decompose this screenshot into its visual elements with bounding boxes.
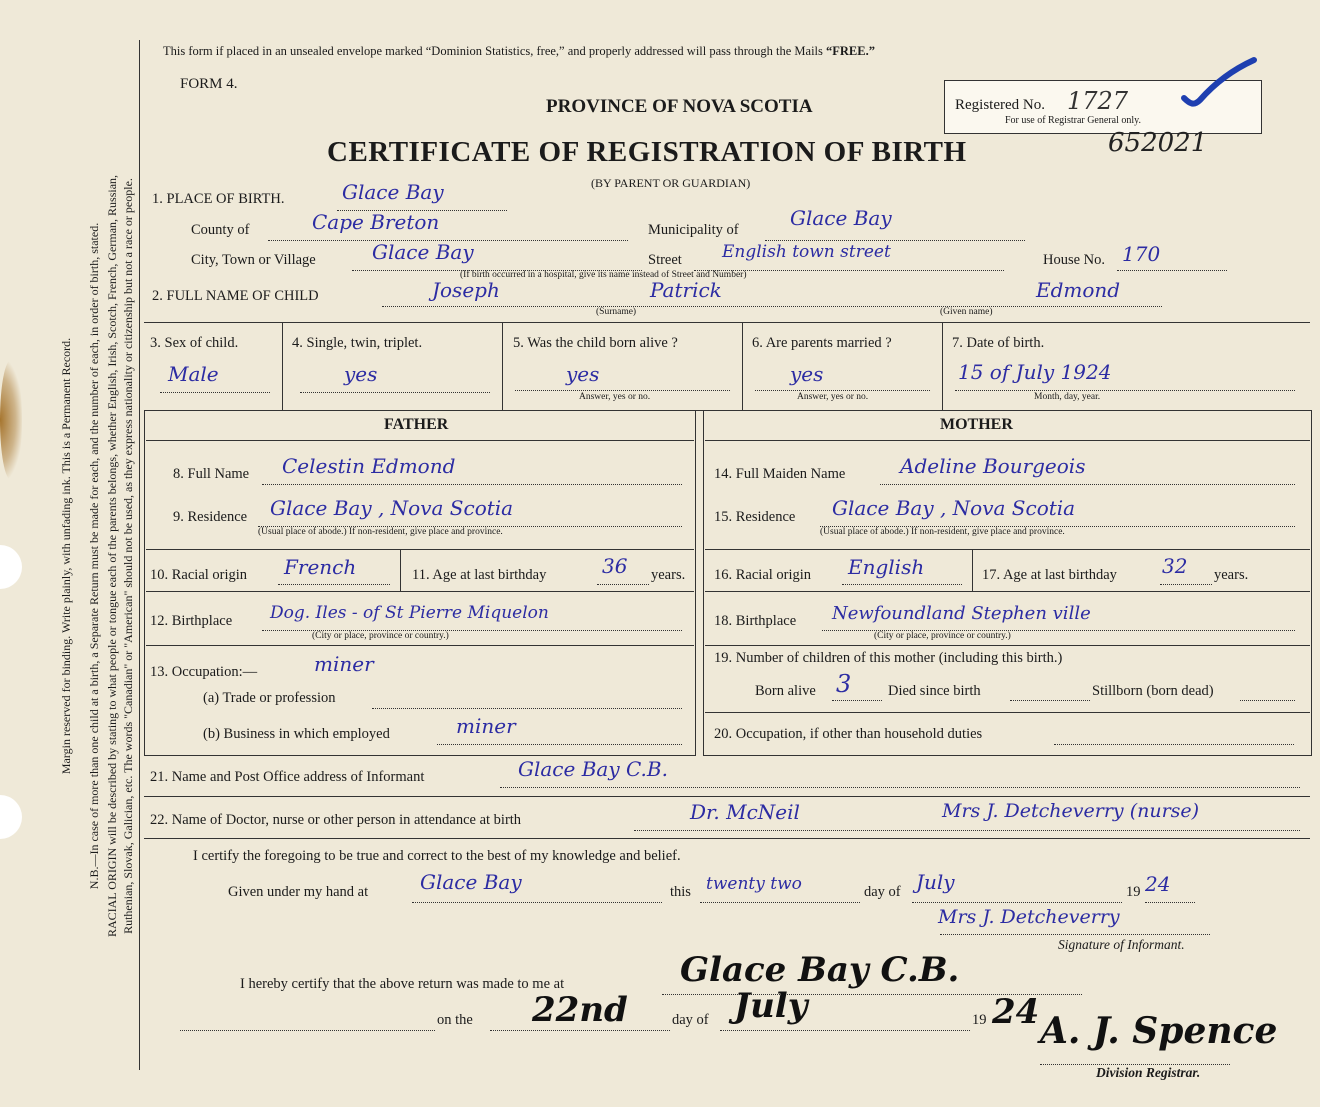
house-number-label: House No.	[1043, 252, 1106, 268]
born-alive-count-value: 3	[836, 670, 852, 698]
mother-racial-origin-label: 16. Racial origin	[714, 567, 812, 583]
dotted-line	[832, 700, 882, 701]
mother-age-label: 17. Age at last birthday	[982, 567, 1117, 583]
sex-label: 3. Sex of child.	[150, 335, 239, 351]
this-day-value: twenty two	[706, 874, 802, 894]
mother-occupation-label: 20. Occupation, if other than household duties	[714, 726, 983, 742]
died-since-birth-label: Died since birth	[888, 683, 981, 699]
dotted-line	[180, 1030, 435, 1031]
city-value: Glace Bay	[372, 240, 474, 264]
month-value: July	[916, 870, 955, 894]
municipality-value: Glace Bay	[790, 206, 892, 230]
place-of-birth-value: Glace Bay	[342, 180, 444, 204]
informant-signature-label: Signature of Informant.	[1058, 937, 1185, 952]
dotted-line	[755, 390, 930, 391]
surname-note: (Surname)	[596, 307, 637, 317]
city-label: City, Town or Village	[191, 252, 316, 268]
form-number: FORM 4.	[180, 76, 238, 92]
date-of-birth-value: 15 of July 1924	[958, 360, 1112, 384]
father-age-label: 11. Age at last birthday	[412, 567, 547, 583]
dotted-line	[955, 390, 1295, 391]
father-heading: FATHER	[384, 416, 449, 433]
given-name-note: (Given name)	[940, 307, 993, 317]
certificate-title: CERTIFICATE OF REGISTRATION OF BIRTH	[327, 136, 967, 168]
dotted-line	[372, 708, 682, 709]
multiple-birth-note: N.B.—In case of more than one child at a birth, a Separate Return must be made for each, and the number of each, in order of birth, stated.	[87, 222, 101, 890]
registrar-note: For use of Registrar General only.	[1005, 115, 1141, 126]
mother-birthplace-note: (City or place, province or country.)	[874, 631, 1011, 641]
dotted-line	[300, 392, 490, 393]
father-age-value: 36	[602, 554, 628, 578]
certify-statement: I certify the foregoing to be true and correct to the best of my knowledge and belief.	[193, 848, 681, 864]
year-value: 24	[1145, 872, 1171, 896]
child-name-label: 2. FULL NAME OF CHILD	[152, 288, 319, 304]
business-label: (b) Business in which employed	[203, 726, 390, 742]
child-surname: Edmond	[1036, 278, 1121, 302]
column-divider	[742, 322, 743, 410]
dotted-line	[1240, 700, 1295, 701]
dotted-line	[765, 240, 1025, 241]
registrar-date-value: 22nd	[532, 990, 628, 1030]
father-residence-value: Glace Bay , Nova Scotia	[270, 496, 514, 520]
rule	[146, 591, 694, 592]
registrar-year-value: 24	[992, 992, 1040, 1032]
dotted-line	[160, 392, 270, 393]
informant-signature: Mrs J. Detcheverry	[938, 906, 1120, 928]
rule	[144, 322, 1310, 323]
dotted-line	[412, 902, 662, 903]
parents-married-note: Answer, yes or no.	[797, 392, 869, 402]
binding-hole	[0, 795, 22, 839]
municipality-label: Municipality of	[648, 222, 739, 238]
racial-origin-note: RACIAL ORIGIN will be described by stating to what people or tongue each of the parents belongs, whether English, Irish, Scotch, French, German, Russian,	[105, 174, 119, 938]
house-number-value: 170	[1122, 242, 1161, 266]
margin-line	[139, 40, 140, 1070]
registered-label: Registered No.	[955, 97, 1045, 113]
father-racial-origin-value: French	[284, 555, 357, 579]
registrar-month-value: July	[734, 986, 808, 1026]
parents-married-label: 6. Are parents married ?	[752, 335, 892, 351]
given-place-value: Glace Bay	[420, 870, 522, 894]
dotted-line	[597, 584, 649, 585]
rule	[144, 796, 1310, 797]
dotted-line	[1010, 700, 1090, 701]
margin-note: Margin reserved for binding. Write plainly, with unfading ink. This is a Permanent Record.	[59, 337, 74, 775]
province-title: PROVINCE OF NOVA SCOTIA	[546, 96, 813, 117]
father-business-value: miner	[456, 714, 516, 738]
dotted-line	[437, 744, 682, 745]
father-birthplace-note: (City or place, province or country.)	[312, 631, 449, 641]
father-racial-origin-label: 10. Racial origin	[150, 567, 248, 583]
rule	[705, 712, 1310, 713]
informant-label: 21. Name and Post Office address of Informant	[150, 769, 425, 785]
rule	[705, 440, 1310, 441]
racial-origin-note-2: Ruthenian, Slovak, Galician, etc. The words "Canadian" or "American" should not be used, as they express nationality or citizenship but not a race or people.	[121, 178, 135, 934]
father-birthplace-value: Dog. Iles - of St Pierre Miquelon	[270, 603, 549, 623]
date-of-birth-note: Month, day, year.	[1034, 392, 1101, 402]
father-birthplace-label: 12. Birthplace	[150, 613, 233, 629]
doctor-value: Dr. McNeil	[690, 800, 800, 824]
dotted-line	[1117, 270, 1227, 271]
dotted-line	[842, 584, 962, 585]
registrar-day-of-label: day of	[672, 1012, 709, 1028]
postal-notice: This form if placed in an unsealed envelope marked “Dominion Statistics, free,” and properly addressed will pass through the Mails “FREE.”	[163, 44, 875, 58]
year-prefix: 19	[1126, 884, 1141, 900]
born-alive-label: 5. Was the child born alive ?	[513, 335, 678, 351]
street-value: English town street	[722, 242, 891, 262]
dotted-line	[500, 787, 1300, 788]
registrar-signature: A. J. Spence	[1040, 1010, 1278, 1052]
father-occupation-label: 13. Occupation:—	[150, 664, 258, 680]
rule	[705, 645, 1310, 646]
rule	[146, 549, 694, 550]
informant-value: Glace Bay C.B.	[518, 757, 668, 781]
born-alive-count-label: Born alive	[755, 683, 816, 699]
mother-racial-origin-value: English	[848, 555, 925, 579]
registrar-on-label: on the	[437, 1012, 473, 1028]
children-count-label: 19. Number of children of this mother (including this birth.)	[714, 650, 1063, 666]
sex-value: Male	[168, 362, 219, 386]
trade-label: (a) Trade or profession	[203, 690, 336, 706]
mother-residence-label: 15. Residence	[714, 509, 796, 525]
rule	[705, 549, 1310, 550]
column-divider	[942, 322, 943, 410]
rule	[146, 645, 694, 646]
registrar-signature-label: Division Registrar.	[1096, 1065, 1201, 1080]
registered-value: 1727	[1067, 87, 1129, 115]
paper-stain	[0, 360, 22, 480]
place-of-birth-label: 1. PLACE OF BIRTH.	[152, 191, 285, 207]
this-label: this	[670, 884, 691, 900]
dotted-line	[720, 1030, 970, 1031]
plurality-value: yes	[344, 362, 378, 386]
nurse-value: Mrs J. Detcheverry (nurse)	[942, 800, 1200, 822]
mother-age-unit: years.	[1214, 567, 1249, 583]
mother-age-value: 32	[1162, 554, 1188, 578]
dotted-line	[1160, 584, 1212, 585]
dotted-line	[1145, 902, 1195, 903]
column-divider	[502, 322, 503, 410]
mother-residence-value: Glace Bay , Nova Scotia	[832, 496, 1076, 520]
father-occupation-value: miner	[314, 652, 374, 676]
dotted-line	[880, 484, 1295, 485]
hospital-note: (If birth occurred in a hospital, give its name instead of Street and Number)	[460, 270, 747, 280]
child-first-name: Joseph	[432, 278, 500, 302]
dotted-line	[634, 830, 1300, 831]
plurality-label: 4. Single, twin, triplet.	[292, 335, 423, 351]
born-alive-value: yes	[566, 362, 600, 386]
dotted-line	[262, 484, 682, 485]
mother-birthplace-value: Newfoundland Stephen ville	[832, 603, 1091, 624]
attendant-label: 22. Name of Doctor, nurse or other person in attendance at birth	[150, 812, 522, 828]
day-of-label: day of	[864, 884, 901, 900]
parents-married-value: yes	[790, 362, 824, 386]
dotted-line	[515, 390, 730, 391]
registrar-year-prefix: 19	[972, 1012, 987, 1028]
mother-heading: MOTHER	[940, 416, 1013, 433]
father-age-unit: years.	[651, 567, 686, 583]
registrar-statement: I hereby certify that the above return was made to me at	[240, 976, 565, 992]
registrar-place-value: Glace Bay C.B.	[680, 950, 960, 990]
dotted-line	[700, 902, 860, 903]
father-name-label: 8. Full Name	[173, 466, 250, 482]
born-alive-note: Answer, yes or no.	[579, 392, 651, 402]
mother-name-label: 14. Full Maiden Name	[714, 466, 846, 482]
date-of-birth-label: 7. Date of birth.	[952, 335, 1045, 351]
certificate-subtitle: (BY PARENT OR GUARDIAN)	[591, 176, 751, 190]
mother-residence-note: (Usual place of abode.) If non-resident, give place and province.	[820, 527, 1065, 537]
column-divider	[282, 322, 283, 410]
rule	[705, 591, 1310, 592]
dotted-line	[278, 584, 390, 585]
given-under-hand-label: Given under my hand at	[228, 884, 369, 900]
mother-name-value: Adeline Bourgeois	[900, 454, 1086, 478]
dotted-line	[1054, 744, 1294, 745]
rule	[144, 838, 1310, 839]
county-value: Cape Breton	[312, 210, 440, 234]
stillborn-label: Stillborn (born dead)	[1092, 683, 1214, 699]
child-middle-name: Patrick	[650, 278, 722, 302]
file-number: 652021	[1108, 128, 1208, 158]
dotted-line	[382, 306, 1162, 307]
binding-hole	[0, 545, 22, 589]
dotted-line	[912, 902, 1122, 903]
dotted-line	[940, 934, 1210, 935]
mother-birthplace-label: 18. Birthplace	[714, 613, 797, 629]
rule	[146, 440, 694, 441]
father-residence-note: (Usual place of abode.) If non-resident, give place and province.	[258, 527, 503, 537]
father-name-value: Celestin Edmond	[282, 454, 456, 478]
dotted-line	[490, 1030, 670, 1031]
column-divider	[400, 549, 401, 591]
father-residence-label: 9. Residence	[173, 509, 248, 525]
column-divider	[972, 549, 973, 591]
street-label: Street	[648, 252, 682, 268]
county-label: County of	[191, 222, 250, 238]
blue-check-mark	[1180, 54, 1260, 110]
